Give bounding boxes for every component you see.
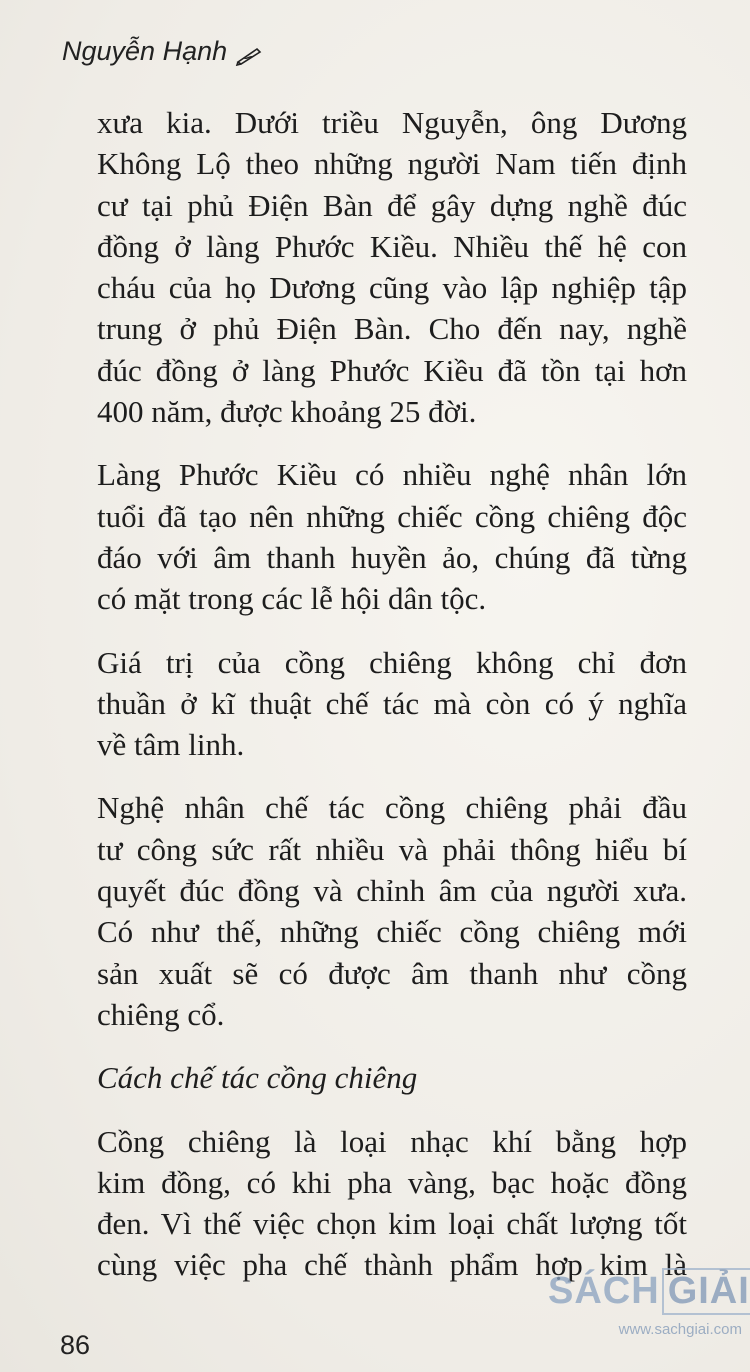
text-line: sản xuất sẽ có được âm thanh như cồng <box>97 955 687 991</box>
text-line: tư công sức rất nhiều và phải thông hiểu bí <box>97 831 687 867</box>
body-text <box>97 102 687 1286</box>
text-line: Làng Phước Kiều có nhiều nghệ nhân lớn <box>97 457 687 493</box>
paragraph-1 <box>97 102 687 432</box>
text-line: 400 năm, được khoảng 25 đời. <box>97 394 477 430</box>
text-line: Giá trị của cồng chiêng không chỉ đơn <box>97 644 687 680</box>
text-line: có mặt trong các lễ hội dân tộc. <box>97 581 487 617</box>
paragraph-5 <box>97 1121 687 1286</box>
paragraph-4 <box>97 787 687 1035</box>
author-name: Nguyễn Hạnh <box>62 36 228 66</box>
pen-icon <box>235 42 263 62</box>
text-line: cư tại phủ Điện Bàn để gây dựng nghề đúc <box>97 187 687 223</box>
text-line: quyết đúc đồng và chỉnh âm của người xưa. <box>97 873 687 909</box>
text-line: về tâm linh. <box>97 727 245 763</box>
text-line: đen. Vì thế việc chọn kim loại chất lượng tốt <box>97 1206 687 1242</box>
text-line: đáo với âm thanh huyền ảo, chúng đã từng <box>97 539 687 575</box>
watermark-brand-box: GIẢI <box>662 1268 750 1315</box>
text-line: thuần ở kĩ thuật chế tác mà còn có ý nghĩa <box>97 685 687 721</box>
watermark-brand-left: SÁCH <box>548 1270 660 1312</box>
text-line: đồng ở làng Phước Kiều. Nhiều thế hệ con <box>97 228 687 264</box>
text-line: Không Lộ theo những người Nam tiến định <box>97 146 687 182</box>
page-number: 86 <box>60 1330 91 1360</box>
text-line: xưa kia. Dưới triều Nguyễn, ông Dương <box>97 105 687 140</box>
watermark-logo <box>548 1268 748 1368</box>
paragraph-3 <box>97 642 687 766</box>
text-line: Có như thế, những chiếc cồng chiêng mới <box>97 914 687 950</box>
text-line: Nghệ nhân chế tác cồng chiêng phải đầu <box>97 790 687 826</box>
text-line: kim đồng, có khi pha vàng, bạc hoặc đồng <box>97 1164 687 1200</box>
watermark-url: www.sachgiai.com <box>618 1321 742 1338</box>
section-heading: Cách chế tác cồng chiêng <box>97 1060 418 1096</box>
text-line: đúc đồng ở làng Phước Kiều đã tồn tại hơn <box>97 352 687 388</box>
text-line: Cồng chiêng là loại nhạc khí bằng hợp <box>97 1123 687 1159</box>
running-header <box>62 36 263 67</box>
text-line: trung ở phủ Điện Bàn. Cho đến nay, nghề <box>97 311 687 347</box>
text-line: chiêng cổ. <box>97 996 225 1032</box>
paragraph-2 <box>97 454 687 619</box>
text-line: cùng việc pha chế thành phẩm hợp kim là <box>97 1247 687 1283</box>
watermark-brand <box>548 1268 748 1315</box>
text-line: cháu của họ Dương cũng vào lập nghiệp tập <box>97 270 687 306</box>
text-line: tuổi đã tạo nên những chiếc cồng chiêng độc <box>97 498 687 534</box>
